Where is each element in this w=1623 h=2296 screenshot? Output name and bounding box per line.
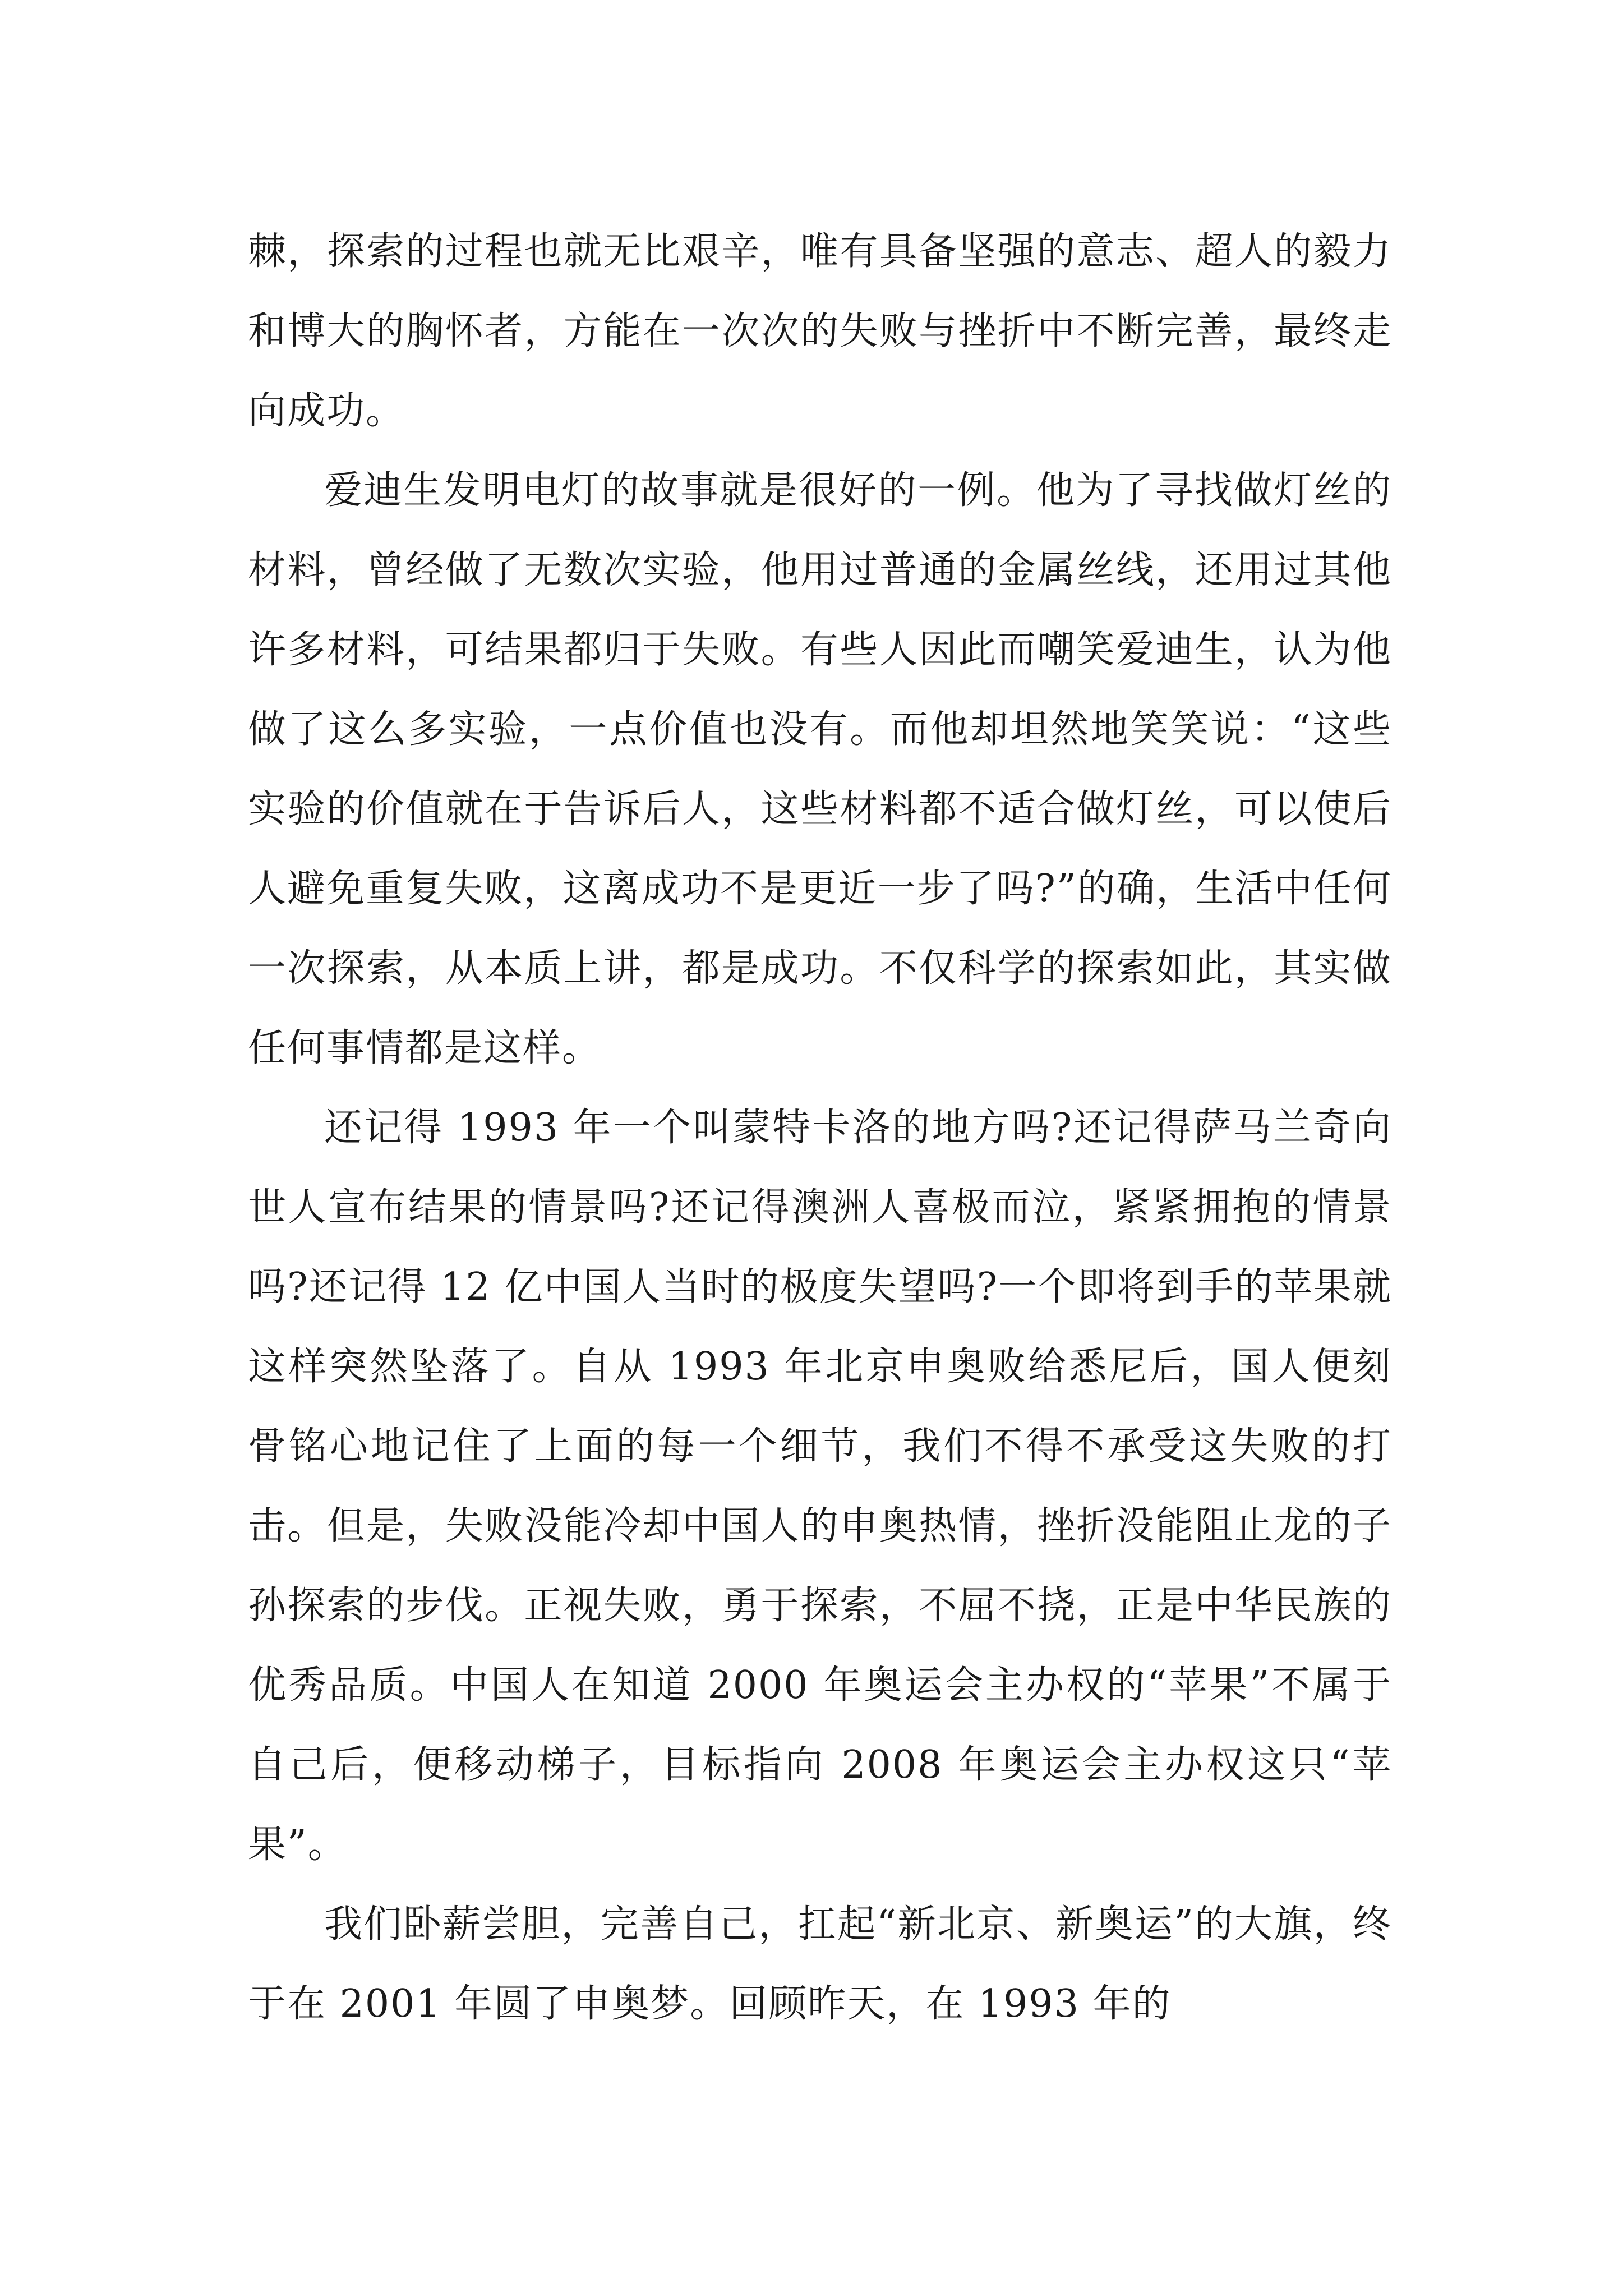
paragraph-1: 棘，探索的过程也就无比艰辛，唯有具备坚强的意志、超人的毅力和博大的胸怀者，方能在一次次的失败与挫折中不断完善，最终走向成功。 xyxy=(248,229,1392,433)
paragraph-2: 爱迪生发明电灯的故事就是很好的一例。他为了寻找做灯丝的材料，曾经做了无数次实验，他用过普通的金属丝线，还用过其他许多材料，可结果都归于失败。有些人因此而嘲笑爱迪生，认为他做了这么多实验，一点价值也没有。而他却坦然地笑笑说：“这些实验的价值就在于告诉后人，这些材料都不适合做灯丝，可以使后人避免重复失败，这离成功不是更近一步了吗?”的确，生活中任何一次探索，从本质上讲，都是成功。不仅科学的探索如此，其实做任何事情都是这样。 xyxy=(248,468,1392,1070)
paragraph-3: 还记得 1993 年一个叫蒙特卡洛的地方吗?还记得萨马兰奇向世人宣布结果的情景吗?还记得澳洲人喜极而泣，紧紧拥抱的情景吗?还记得 12 亿中国人当时的极度失望吗?一个即将到手的苹果就这样突然坠落了。自从 1993 年北京申奥败给悉尼后，国人便刻骨铭心地记住了上面的每一个细节，我们不得不承受这失败的打击。但是，失败没能冷却中国人的申奥热情，挫折没能阻止龙的子孙探索的步伐。正视失败，勇于探索，不屈不挠，正是中华民族的优秀品质。中国人在知道 2000 年奥运会主办权的“苹果”不属于自己后，便移动梯子，目标指向 2008 年奥运会主办权这只“苹果”。 xyxy=(248,1106,1392,1867)
paragraph-4: 我们卧薪尝胆，完善自己，扛起“新北京、新奥运”的大旗，终于在 2001 年圆了申奥梦。回顾昨天，在 1993 年的 xyxy=(248,1902,1392,2026)
document-body xyxy=(248,212,1392,2044)
